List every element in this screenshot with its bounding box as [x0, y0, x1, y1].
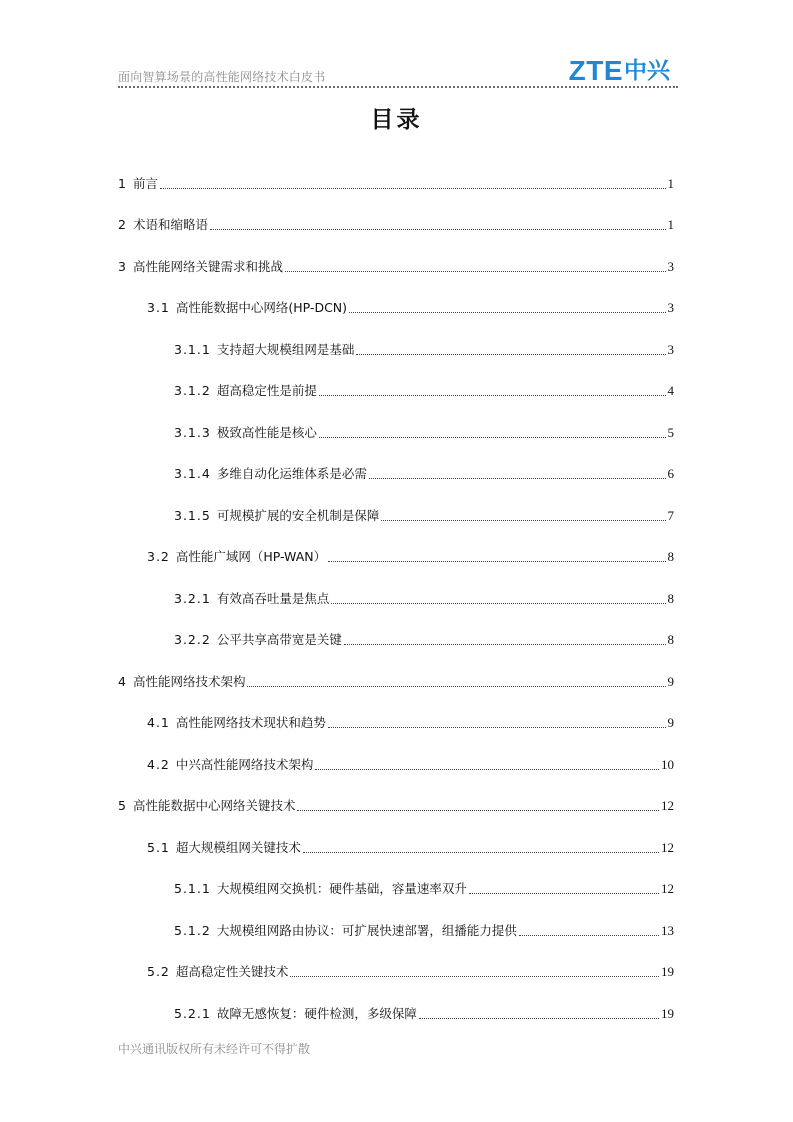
- page-header: [118, 56, 678, 90]
- toc-dot-leader: [331, 603, 665, 604]
- toc-entry-number: 3.1.2: [174, 383, 211, 398]
- toc-entry-title: 故障无感恢复：硬件检测，多级保障: [216, 1006, 417, 1021]
- toc-entry-title: 超高稳定性关键技术: [175, 964, 289, 979]
- toc-entry[interactable]: [147, 711, 674, 731]
- toc-entry-number: 5.1: [147, 840, 170, 855]
- toc-entry[interactable]: [174, 587, 674, 607]
- toc-entry-number: 3: [118, 259, 127, 274]
- toc-entry-number: 3.1.5: [174, 508, 211, 523]
- toc-entry-title: 高性能数据中心网络关键技术: [132, 798, 296, 813]
- toc-dot-leader: [247, 686, 665, 687]
- toc-dot-leader: [303, 852, 659, 853]
- toc-dot-leader: [319, 395, 666, 396]
- toc-entry-page: 4: [667, 383, 674, 398]
- toc-entry[interactable]: [147, 836, 674, 856]
- toc-entry-page: 10: [661, 757, 674, 772]
- toc-entry[interactable]: [174, 877, 674, 897]
- toc-entry[interactable]: [147, 753, 674, 773]
- toc-entry-number: 5.2: [147, 964, 170, 979]
- toc-entry-number: 1: [118, 176, 127, 191]
- toc-entry-page: 19: [661, 1006, 674, 1021]
- toc-dot-leader: [328, 561, 665, 562]
- toc-entry-title: 前言: [132, 176, 158, 191]
- toc-entry-title: 大规模组网路由协议：可扩展快速部署，组播能力提供: [216, 923, 517, 938]
- toc-entry[interactable]: [118, 670, 674, 690]
- toc-entry-page: 8: [667, 591, 674, 606]
- toc-dot-leader: [469, 893, 659, 894]
- toc-entry-page: 7: [667, 508, 674, 523]
- toc-entry-number: 5.1.2: [174, 923, 211, 938]
- toc-entry-title: 超高稳定性是前提: [216, 383, 317, 398]
- toc-entry-number: 3.2.1: [174, 591, 211, 606]
- toc-entry-title: 高性能广域网（HP-WAN）: [175, 549, 327, 564]
- toc-entry-page: 13: [661, 923, 674, 938]
- toc-entry[interactable]: [147, 296, 674, 316]
- zte-logo: [568, 55, 670, 86]
- toc-entry-title: 高性能网络关键需求和挑战: [132, 259, 283, 274]
- toc-entry[interactable]: [118, 213, 674, 233]
- toc-entry-title: 大规模组网交换机：硬件基础，容量速率双升: [216, 881, 467, 896]
- toc-entry-page: 9: [667, 715, 674, 730]
- toc-dot-leader: [290, 976, 659, 977]
- toc-dot-leader: [319, 437, 666, 438]
- toc-entry[interactable]: [174, 462, 674, 482]
- toc-entry-title: 公平共享高带宽是关键: [216, 632, 342, 647]
- toc-entry[interactable]: [147, 545, 674, 565]
- toc-dot-leader: [519, 935, 659, 936]
- toc-entry[interactable]: [118, 794, 674, 814]
- toc-entry-page: 8: [667, 549, 674, 564]
- toc-entry-title: 支持超大规模组网是基础: [216, 342, 355, 357]
- toc-entry-title: 有效高吞吐量是焦点: [216, 591, 330, 606]
- toc-entry-page: 3: [667, 342, 674, 357]
- toc-entry-page: 8: [667, 632, 674, 647]
- toc-dot-leader: [328, 727, 666, 728]
- toc-entry-number: 3.2: [147, 549, 170, 564]
- toc-dot-leader: [315, 769, 659, 770]
- toc-dot-leader: [369, 478, 666, 479]
- toc-entry[interactable]: [147, 960, 674, 980]
- toc-entry-number: 3.1.4: [174, 466, 211, 481]
- page-footer: 中兴通讯版权所有未经许可不得扩散: [118, 1042, 311, 1056]
- toc-entry-number: 2: [118, 217, 127, 232]
- header-title: 面向智算场景的高性能网络技术白皮书: [118, 70, 326, 84]
- toc-entry[interactable]: [118, 172, 674, 192]
- toc-dot-leader: [419, 1018, 659, 1019]
- toc-dot-leader: [381, 520, 665, 521]
- toc-entry-page: 12: [661, 881, 674, 896]
- toc-entry[interactable]: [174, 504, 674, 524]
- toc-entry-number: 4.1: [147, 715, 170, 730]
- toc-entry-number: 4: [118, 674, 127, 689]
- toc-entry-page: 5: [667, 425, 674, 440]
- toc-entry-page: 3: [667, 259, 674, 274]
- toc-entry-title: 超大规模组网关键技术: [175, 840, 301, 855]
- logo-latin-text: ZTE: [568, 55, 623, 86]
- toc-entry[interactable]: [174, 919, 674, 939]
- toc-entry-title: 高性能数据中心网络(HP-DCN): [175, 300, 348, 315]
- toc-entry-number: 3.2.2: [174, 632, 211, 647]
- toc-entry-title: 多维自动化运维体系是必需: [216, 466, 367, 481]
- toc-entry-title: 中兴高性能网络技术架构: [175, 757, 314, 772]
- toc-entry-page: 3: [667, 300, 674, 315]
- toc-entry-number: 3.1: [147, 300, 170, 315]
- toc-entry[interactable]: [174, 421, 674, 441]
- toc-entry-title: 术语和缩略语: [132, 217, 208, 232]
- toc-entry[interactable]: [174, 628, 674, 648]
- toc-entry[interactable]: [118, 255, 674, 275]
- toc-entry-title: 高性能网络技术现状和趋势: [175, 715, 326, 730]
- toc-dot-leader: [285, 271, 666, 272]
- toc-entry-number: 3.1.3: [174, 425, 211, 440]
- toc-entry-page: 12: [661, 798, 674, 813]
- toc-entry-title: 极致高性能是核心: [216, 425, 317, 440]
- toc-entry-page: 1: [667, 176, 674, 191]
- toc-entry-page: 6: [667, 466, 674, 481]
- toc-entry[interactable]: [174, 338, 674, 358]
- toc-dot-leader: [356, 354, 665, 355]
- toc-entry-page: 9: [667, 674, 674, 689]
- toc-entry-number: 5.2.1: [174, 1006, 211, 1021]
- toc-dot-leader: [210, 229, 666, 230]
- toc-entry-number: 5: [118, 798, 127, 813]
- toc-entry-number: 4.2: [147, 757, 170, 772]
- toc-entry-page: 19: [661, 964, 674, 979]
- toc-entry-title: 可规模扩展的安全机制是保障: [216, 508, 380, 523]
- toc-entry[interactable]: [174, 379, 674, 399]
- toc-title: 目录: [370, 107, 423, 133]
- toc-dot-leader: [297, 810, 659, 811]
- header-divider: [118, 86, 678, 88]
- toc-dot-leader: [160, 188, 666, 189]
- toc-entry-title: 高性能网络技术架构: [132, 674, 246, 689]
- toc-entry[interactable]: [174, 1002, 674, 1022]
- toc-entry-number: 5.1.1: [174, 881, 211, 896]
- toc-dot-leader: [344, 644, 666, 645]
- toc-entry-number: 3.1.1: [174, 342, 211, 357]
- logo-cjk-text: 中兴: [624, 58, 670, 84]
- toc-entry-page: 1: [667, 217, 674, 232]
- toc-dot-leader: [349, 312, 665, 313]
- toc-entry-page: 12: [661, 840, 674, 855]
